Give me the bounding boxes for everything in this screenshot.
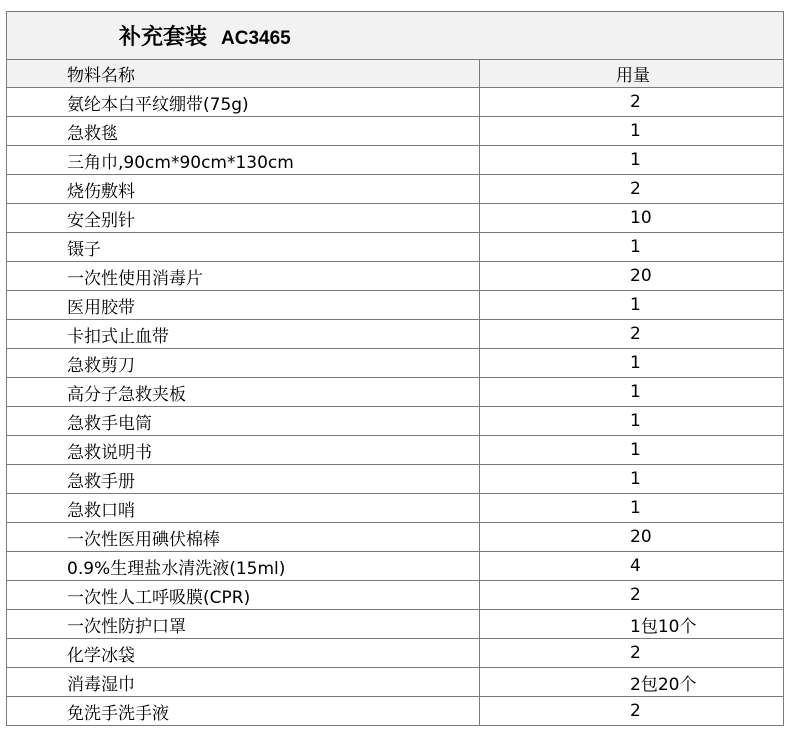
material-name-cell: 卡扣式止血带 xyxy=(7,320,480,349)
quantity-cell: 1 xyxy=(480,494,784,523)
material-name-cell: 烧伤敷料 xyxy=(7,175,480,204)
material-name-cell: 免洗手洗手液 xyxy=(7,697,480,726)
quantity-cell: 20 xyxy=(480,262,784,291)
kit-code: AC3465 xyxy=(221,28,291,49)
quantity-cell: 1 xyxy=(480,465,784,494)
column-header-qty: 用量 xyxy=(480,60,784,88)
material-name-cell: 急救口哨 xyxy=(7,494,480,523)
material-name-cell: 一次性医用碘伏棉棒 xyxy=(7,523,480,552)
table-row xyxy=(7,88,784,117)
material-name-cell: 高分子急救夹板 xyxy=(7,378,480,407)
table-row xyxy=(7,465,784,494)
table-row xyxy=(7,378,784,407)
material-name-cell: 急救手电筒 xyxy=(7,407,480,436)
table-row xyxy=(7,581,784,610)
quantity-cell: 1 xyxy=(480,436,784,465)
material-name-cell: 医用胶带 xyxy=(7,291,480,320)
material-name-cell: 三角巾,90cm*90cm*130cm xyxy=(7,146,480,175)
table-row xyxy=(7,204,784,233)
material-name-cell: 急救手册 xyxy=(7,465,480,494)
table-row xyxy=(7,436,784,465)
quantity-cell: 1 xyxy=(480,117,784,146)
quantity-cell: 1 xyxy=(480,233,784,262)
quantity-cell: 10 xyxy=(480,204,784,233)
material-name-cell: 氨纶本白平纹绷带(75g) xyxy=(7,88,480,117)
table-row xyxy=(7,494,784,523)
table-row xyxy=(7,668,784,697)
quantity-cell: 2 xyxy=(480,581,784,610)
table-row xyxy=(7,523,784,552)
material-name-cell: 镊子 xyxy=(7,233,480,262)
material-name-cell: 化学冰袋 xyxy=(7,639,480,668)
material-name-cell: 消毒湿巾 xyxy=(7,668,480,697)
quantity-cell: 2包20个 xyxy=(480,668,784,697)
quantity-cell: 1 xyxy=(480,291,784,320)
header-row xyxy=(7,60,784,88)
table-row xyxy=(7,639,784,668)
table-row xyxy=(7,175,784,204)
table-row xyxy=(7,320,784,349)
table-row xyxy=(7,407,784,436)
material-name-cell: 急救毯 xyxy=(7,117,480,146)
quantity-cell: 1包10个 xyxy=(480,610,784,639)
material-name-cell: 安全别针 xyxy=(7,204,480,233)
title-row xyxy=(7,12,784,60)
quantity-cell: 2 xyxy=(480,175,784,204)
column-header-name: 物料名称 xyxy=(7,60,480,88)
table-row xyxy=(7,697,784,726)
quantity-cell: 2 xyxy=(480,88,784,117)
quantity-cell: 1 xyxy=(480,146,784,175)
table-row xyxy=(7,291,784,320)
quantity-cell: 2 xyxy=(480,639,784,668)
material-name-cell: 一次性使用消毒片 xyxy=(7,262,480,291)
supply-table xyxy=(6,11,784,726)
quantity-cell: 2 xyxy=(480,697,784,726)
table-row xyxy=(7,262,784,291)
quantity-cell: 20 xyxy=(480,523,784,552)
title-cell xyxy=(7,12,784,60)
material-name-cell: 0.9%生理盐水清洗液(15ml) xyxy=(7,552,480,581)
material-name-cell: 急救剪刀 xyxy=(7,349,480,378)
material-name-cell: 一次性人工呼吸膜(CPR) xyxy=(7,581,480,610)
table-row xyxy=(7,117,784,146)
table-row xyxy=(7,349,784,378)
quantity-cell: 1 xyxy=(480,349,784,378)
table-row xyxy=(7,233,784,262)
table-row xyxy=(7,610,784,639)
quantity-cell: 2 xyxy=(480,320,784,349)
supply-list-sheet xyxy=(6,11,783,726)
table-row xyxy=(7,552,784,581)
material-name-cell: 一次性防护口罩 xyxy=(7,610,480,639)
quantity-cell: 1 xyxy=(480,407,784,436)
quantity-cell: 4 xyxy=(480,552,784,581)
table-row xyxy=(7,146,784,175)
kit-name: 补充套装 xyxy=(119,25,208,50)
material-name-cell: 急救说明书 xyxy=(7,436,480,465)
quantity-cell: 1 xyxy=(480,378,784,407)
